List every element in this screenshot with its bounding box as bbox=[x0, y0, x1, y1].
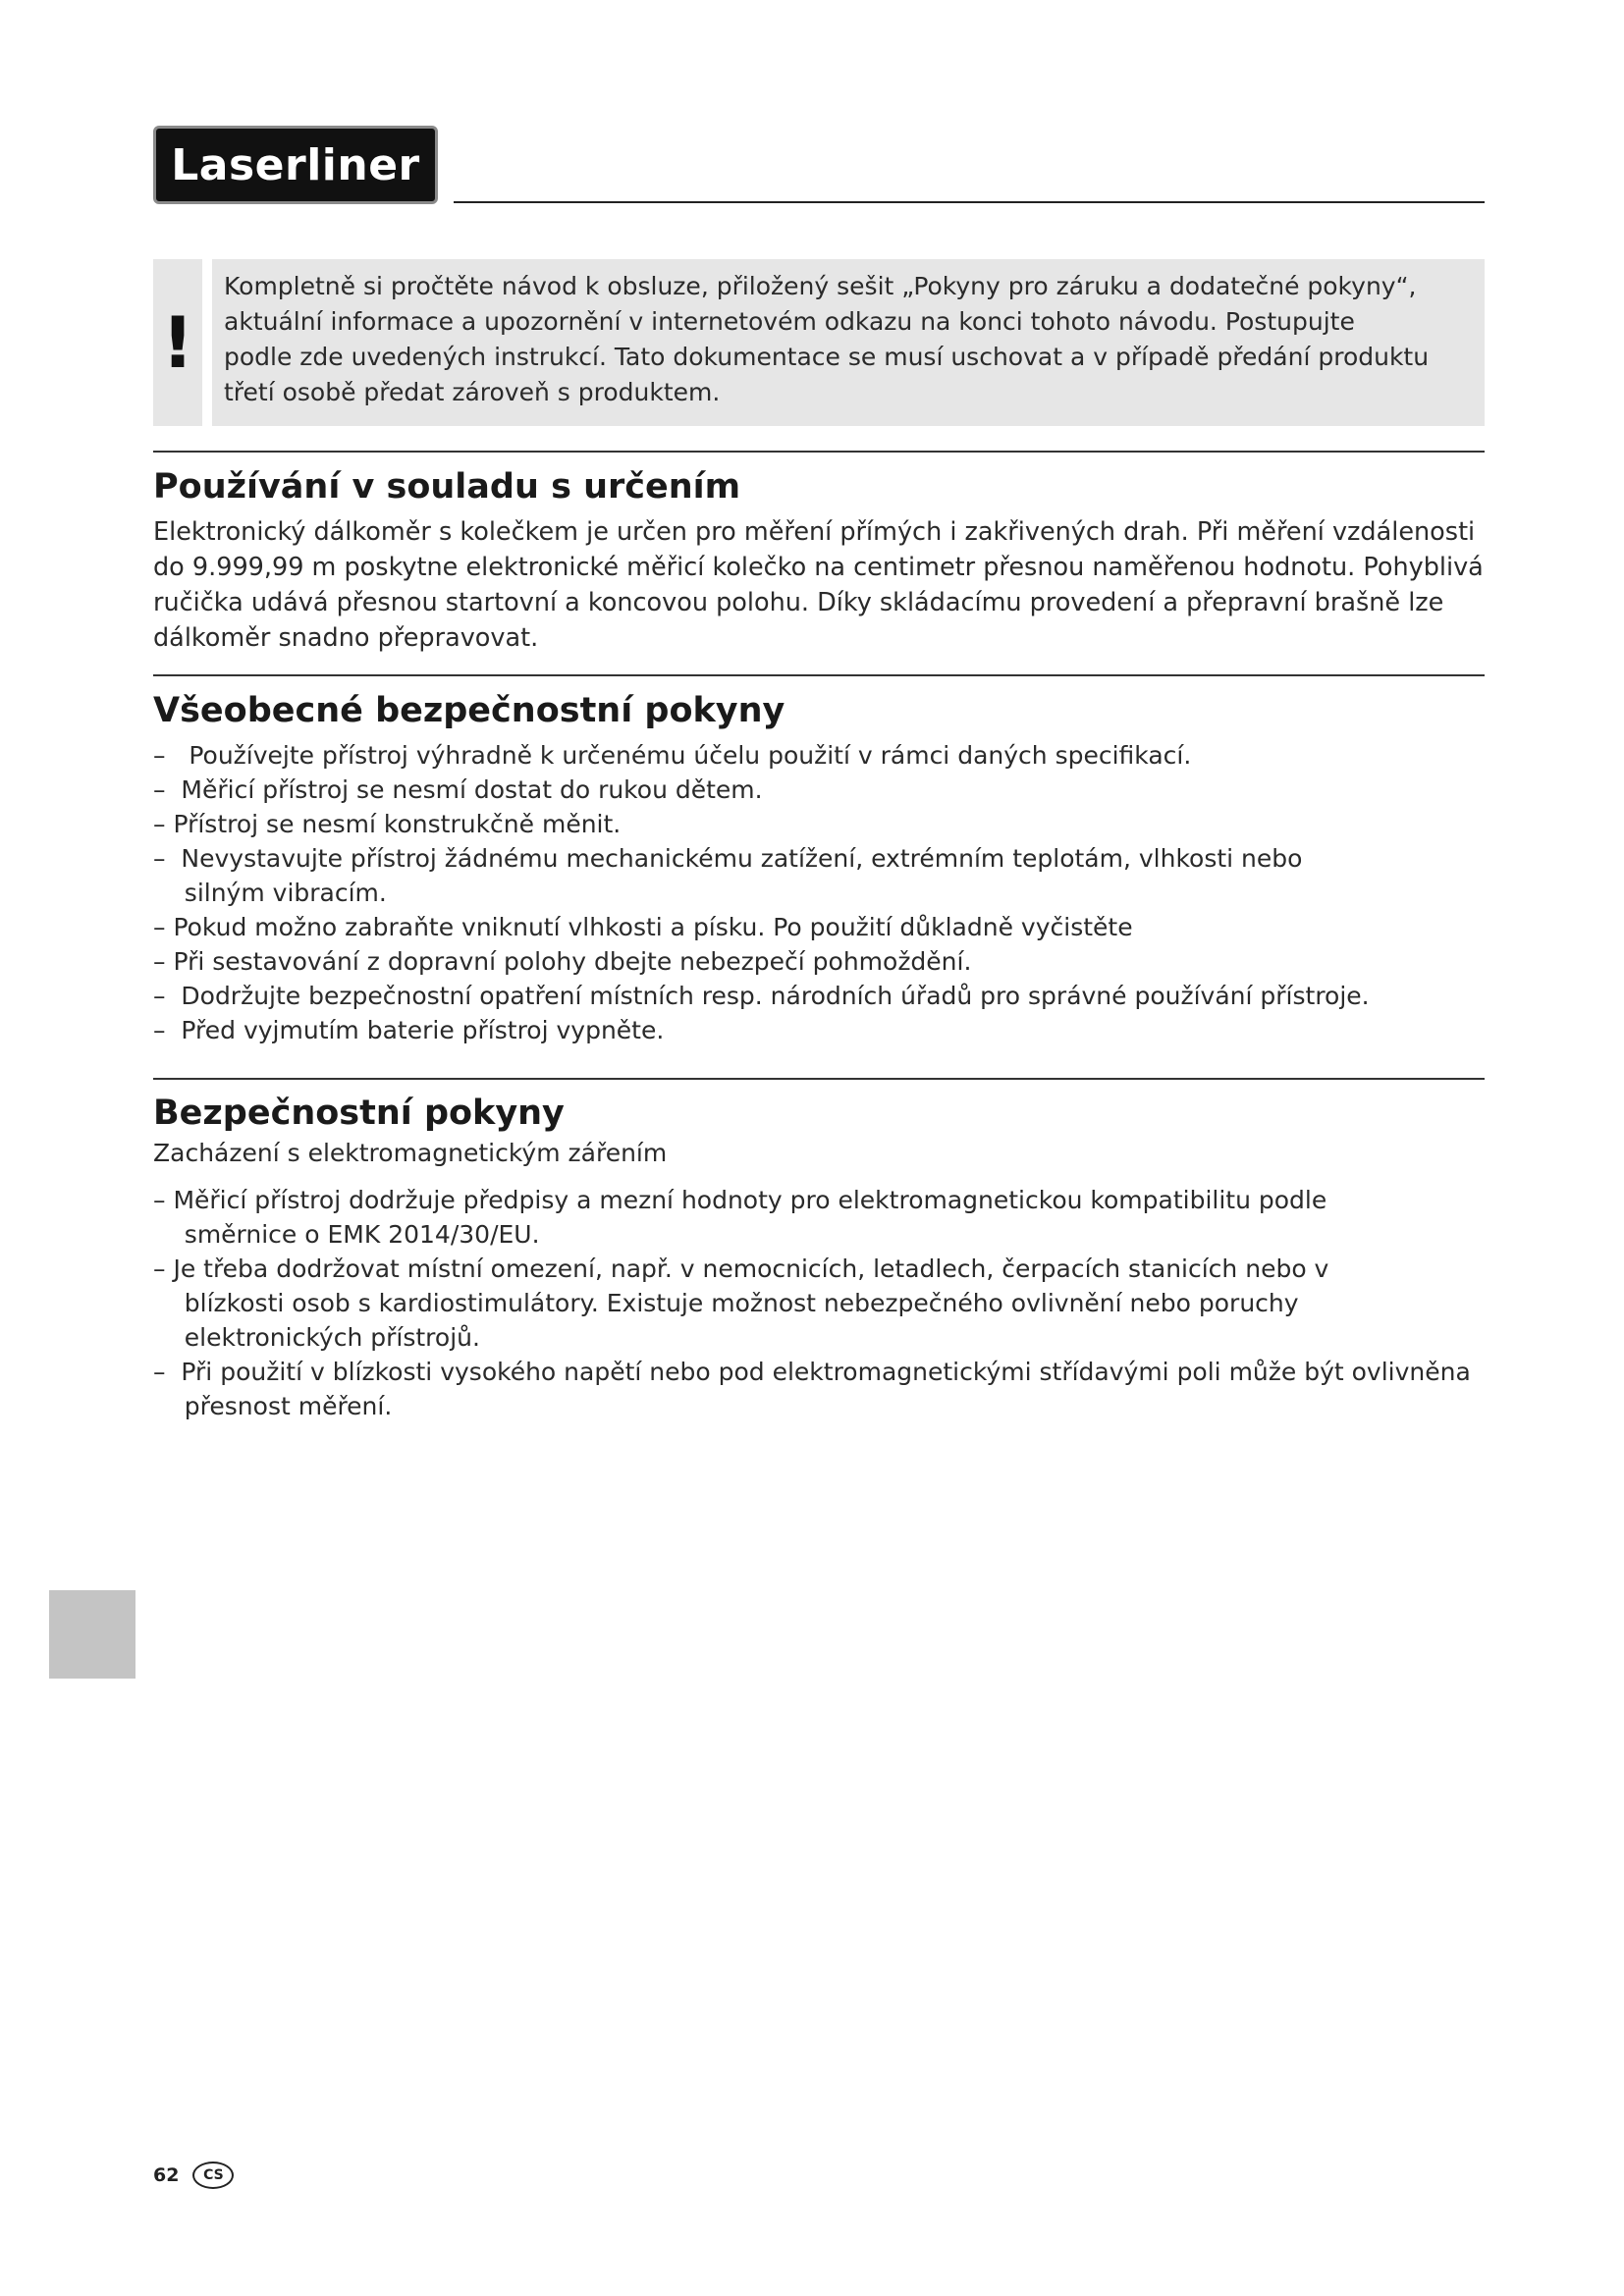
header-divider bbox=[454, 201, 1485, 203]
side-thumb-tab bbox=[49, 1590, 135, 1679]
safety-list bbox=[153, 1183, 1485, 1423]
list-item: – Přístroj se nesmí konstrukčně měnit. bbox=[153, 810, 622, 838]
page-footer bbox=[153, 2162, 234, 2189]
list-item: silným vibracím. bbox=[153, 879, 387, 907]
list-item: blízkosti osob s kardiostimulátory. Existuje možnost nebezpečného ovlivnění nebo poruchy bbox=[153, 1289, 1299, 1317]
list-item: – Je třeba dodržovat místní omezení, např. v nemocnicích, letadlech, čerpacích stanicích nebo v bbox=[153, 1255, 1329, 1283]
section-divider bbox=[153, 1078, 1485, 1080]
list-item: – Nevystavujte přístroj žádnému mechanickému zatížení, extrémním teplotám, vlhkosti nebo bbox=[153, 844, 1303, 873]
list-item: elektronických přístrojů. bbox=[153, 1323, 480, 1352]
notice-text bbox=[212, 259, 1485, 426]
list-item: – Používejte přístroj výhradně k určenému účelu použití v rámci daných specifikací. bbox=[153, 741, 1192, 770]
list-item: směrnice o EMK 2014/30/EU. bbox=[153, 1220, 540, 1249]
list-item: – Pokud možno zabraňte vniknutí vlhkosti a písku. Po použití důkladně vyčistěte bbox=[153, 913, 1133, 941]
list-item: přesnost měření. bbox=[153, 1392, 393, 1420]
intended-use-text bbox=[153, 514, 1485, 656]
text-line: do 9.999,99 m poskytne elektronické měřicí kolečko na centimetr přesnou naměřenou hodnotu. Pohyblivá bbox=[153, 553, 1484, 582]
notice-line: třetí osobě předat zároveň s produktem. bbox=[224, 378, 721, 406]
section-divider bbox=[153, 451, 1485, 453]
general-safety-list bbox=[153, 738, 1485, 1047]
list-item: – Před vyjmutím baterie přístroj vypněte. bbox=[153, 1016, 665, 1044]
list-item: – Při použití v blízkosti vysokého napětí nebo pod elektromagnetickými střídavými poli může být ovlivněna bbox=[153, 1358, 1471, 1386]
list-item: – Měřicí přístroj dodržuje předpisy a mezní hodnoty pro elektromagnetickou kompatibilitu podle bbox=[153, 1186, 1327, 1214]
list-item: – Při sestavování z dopravní polohy dbejte nebezpečí pohmoždění. bbox=[153, 947, 972, 976]
notice-line: podle zde uvedených instrukcí. Tato dokumentace se musí uschovat a v případě předání produktu bbox=[224, 343, 1430, 371]
notice-box bbox=[153, 259, 1485, 426]
section-subtitle: Zacházení s elektromagnetickým zářením bbox=[153, 1139, 668, 1167]
warning-icon: ! bbox=[153, 259, 202, 426]
notice-line: aktuální informace a upozornění v internetovém odkazu na konci tohoto návodu. Postupujte bbox=[224, 307, 1355, 336]
notice-line: Kompletně si pročtěte návod k obsluze, přiložený sešit „Pokyny pro záruku a dodatečné pokyny“, bbox=[224, 272, 1417, 300]
page-number: 62 bbox=[153, 2164, 180, 2186]
language-badge: CS bbox=[192, 2162, 234, 2189]
brand-logo: Laserliner bbox=[153, 126, 438, 204]
section-title-general-safety: Všeobecné bezpečnostní pokyny bbox=[153, 691, 785, 730]
list-item: – Měřicí přístroj se nesmí dostat do rukou dětem. bbox=[153, 775, 763, 804]
section-title-safety: Bezpečnostní pokyny bbox=[153, 1094, 565, 1133]
text-line: dálkoměr snadno přepravovat. bbox=[153, 623, 539, 653]
section-title-intended-use: Používání v souladu s určením bbox=[153, 467, 741, 507]
text-line: Elektronický dálkoměr s kolečkem je určen pro měření přímých i zakřivených drah. Při měření vzdálenosti bbox=[153, 517, 1476, 547]
section-divider bbox=[153, 674, 1485, 676]
text-line: ručička udává přesnou startovní a koncovou polohu. Díky skládacímu provedení a přepravní brašně lze bbox=[153, 588, 1444, 617]
list-item: – Dodržujte bezpečnostní opatření místních resp. národních úřadů pro správné používání přístroje. bbox=[153, 982, 1370, 1010]
